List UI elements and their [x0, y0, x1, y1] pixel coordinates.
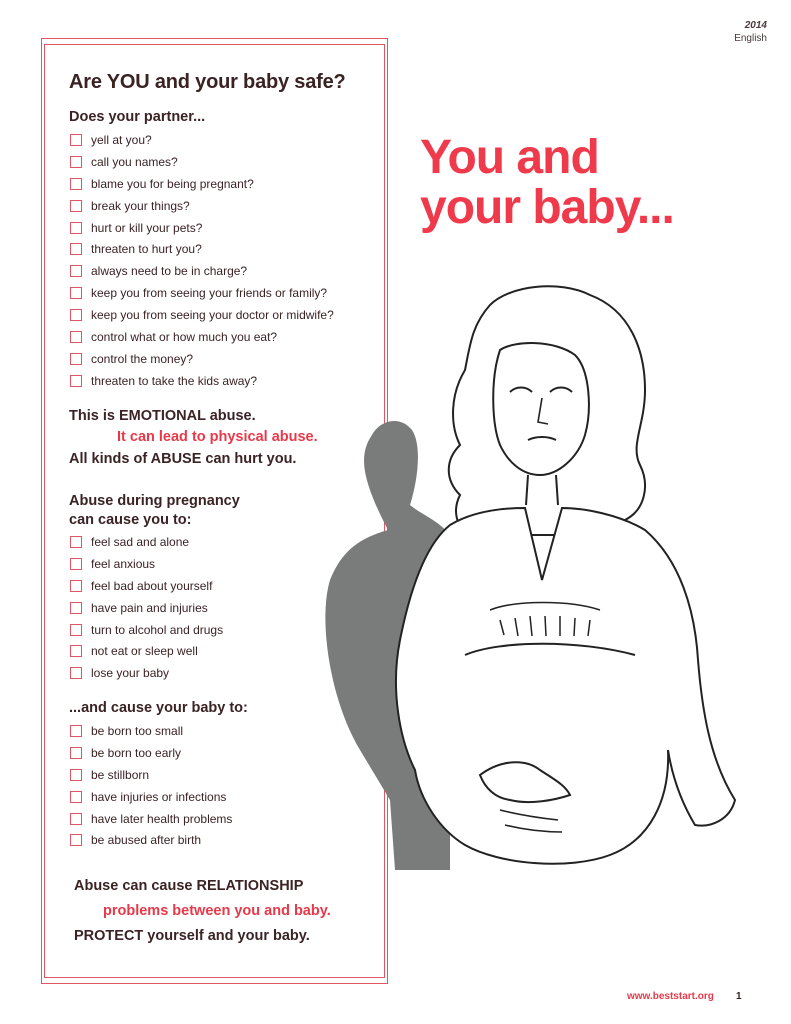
- checkbox[interactable]: [70, 580, 82, 592]
- checkbox[interactable]: [70, 375, 82, 387]
- checkbox[interactable]: [70, 309, 82, 321]
- pregnancy-heading-2: can cause you to:: [69, 512, 192, 528]
- list-item[interactable]: feel sad and alone: [70, 531, 223, 553]
- checkbox[interactable]: [70, 134, 82, 146]
- checkbox[interactable]: [70, 287, 82, 299]
- dress: [396, 508, 735, 864]
- list-item[interactable]: have injuries or infections: [70, 786, 232, 808]
- checkbox[interactable]: [70, 353, 82, 365]
- partner-checklist: [70, 129, 334, 392]
- list-item[interactable]: be born too small: [70, 720, 232, 742]
- checkbox[interactable]: [70, 558, 82, 570]
- list-item[interactable]: be born too early: [70, 742, 232, 764]
- list-item[interactable]: blame you for being pregnant?: [70, 173, 334, 195]
- baby-effects-checklist: [70, 720, 232, 851]
- checkbox[interactable]: [70, 536, 82, 548]
- list-item[interactable]: have later health problems: [70, 808, 232, 830]
- page-number: 1: [736, 991, 742, 1002]
- language-label: English: [734, 33, 767, 44]
- checkbox[interactable]: [70, 813, 82, 825]
- list-item[interactable]: control what or how much you eat?: [70, 326, 334, 348]
- baby-effects-heading: ...and cause your baby to:: [69, 700, 248, 716]
- checkbox[interactable]: [70, 834, 82, 846]
- checkbox[interactable]: [70, 667, 82, 679]
- partner-subheading: Does your partner...: [69, 109, 206, 125]
- page-title: [420, 133, 674, 233]
- list-item[interactable]: not eat or sleep well: [70, 640, 223, 662]
- checkbox[interactable]: [70, 725, 82, 737]
- list-item[interactable]: feel anxious: [70, 553, 223, 575]
- abuse-hurts-line: All kinds of ABUSE can hurt you.: [69, 451, 297, 467]
- checkbox[interactable]: [70, 243, 82, 255]
- emotional-abuse-line: This is EMOTIONAL abuse.: [69, 408, 256, 424]
- safety-heading: Are YOU and your baby safe?: [69, 71, 346, 93]
- list-item[interactable]: yell at you?: [70, 129, 334, 151]
- title-line-2: your baby...: [420, 181, 674, 234]
- checkbox[interactable]: [70, 791, 82, 803]
- closing-line-2: problems between you and baby.: [103, 903, 331, 919]
- list-item[interactable]: feel bad about yourself: [70, 575, 223, 597]
- list-item[interactable]: threaten to hurt you?: [70, 238, 334, 260]
- checkbox[interactable]: [70, 624, 82, 636]
- title-line-1: You and: [420, 131, 599, 184]
- physical-abuse-line: It can lead to physical abuse.: [117, 429, 318, 445]
- list-item[interactable]: be abused after birth: [70, 829, 232, 851]
- pregnancy-heading-1: Abuse during pregnancy: [69, 493, 240, 509]
- list-item[interactable]: control the money?: [70, 348, 334, 370]
- year-label: 2014: [744, 20, 767, 31]
- closing-line-3: PROTECT yourself and your baby.: [74, 928, 310, 944]
- list-item[interactable]: hurt or kill your pets?: [70, 217, 334, 239]
- checkbox[interactable]: [70, 265, 82, 277]
- closing-line-1: Abuse can cause RELATIONSHIP: [74, 878, 304, 894]
- checkbox[interactable]: [70, 645, 82, 657]
- checkbox[interactable]: [70, 200, 82, 212]
- checkbox[interactable]: [70, 222, 82, 234]
- list-item[interactable]: always need to be in charge?: [70, 260, 334, 282]
- checkbox[interactable]: [70, 769, 82, 781]
- mother-effects-checklist: [70, 531, 223, 684]
- face: [493, 343, 589, 475]
- checkbox[interactable]: [70, 178, 82, 190]
- list-item[interactable]: keep you from seeing your friends or family?: [70, 282, 334, 304]
- list-item[interactable]: threaten to take the kids away?: [70, 370, 334, 392]
- list-item[interactable]: break your things?: [70, 195, 334, 217]
- checkbox[interactable]: [70, 747, 82, 759]
- list-item[interactable]: lose your baby: [70, 662, 223, 684]
- checkbox[interactable]: [70, 331, 82, 343]
- list-item[interactable]: have pain and injuries: [70, 597, 223, 619]
- list-item[interactable]: keep you from seeing your doctor or midwife?: [70, 304, 334, 326]
- pregnant-woman-illustration: [300, 280, 770, 880]
- website-link[interactable]: www.beststart.org: [627, 991, 714, 1002]
- list-item[interactable]: call you names?: [70, 151, 334, 173]
- list-item[interactable]: be stillborn: [70, 764, 232, 786]
- list-item[interactable]: turn to alcohol and drugs: [70, 619, 223, 641]
- checkbox[interactable]: [70, 602, 82, 614]
- checkbox[interactable]: [70, 156, 82, 168]
